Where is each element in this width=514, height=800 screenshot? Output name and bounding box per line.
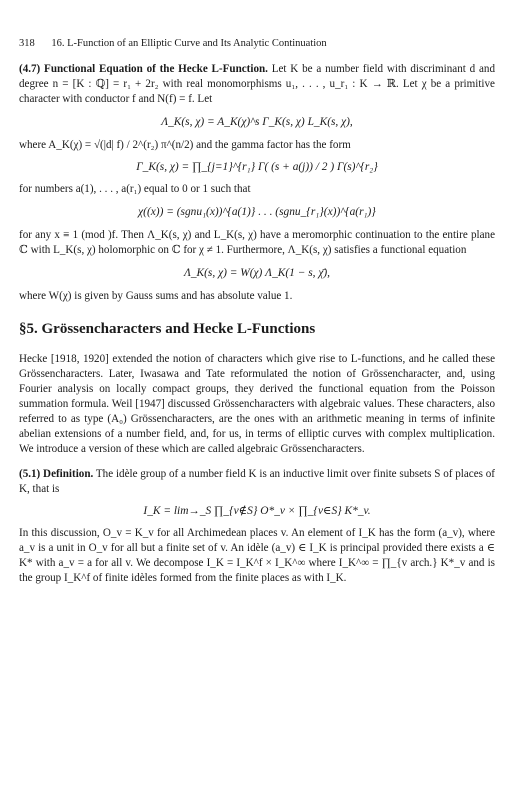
- equation-character: χ((x)) = (sgnu₁(x))^{a(1)} . . . (sgnu_{r₁}(x))^{a(r₁)}: [138, 206, 376, 218]
- section-title: §5. Grössencharacters and Hecke L-Functions: [19, 321, 316, 337]
- paragraph-ideles: In this discussion, O_v = K_v for all Archimedean places v. An element of I_K has the form (a_v), where a_v is a unit in O_v for all but a finite set of v. An idèle (a_v) ∈ I_K is principal provided there exists a ∈ K* with a_v = a for all v. We decompose I_K = I_K^f × I_K^∞ where I_K^∞ = ∏_{v arch.} K*_v and is the group I_K^f of finite idèles formed from the finite places as with I_K.: [19, 527, 495, 584]
- paragraph-hecke: Hecke [1918, 1920] extended the notion of characters which give rise to L-functions, and he called these Grössencharacters. Later, Iwasawa and Tate reformulated the notion of Grössencharacter, and, using Fourier analysis on locally compact groups, they derived the functional equation from the Poisson summation formula. Weil [1947] discussed Grössencharacters with algebraic values. These characters, also referred to as type (A₀) Grössencharacters, are the ones with an arithmetic meaning in terms of infinite abelian extensions of a number field, and, for us, in terms of elliptic curves with complex multiplication. We introduce a version of these which are called algebraic Grössencharacters.: [19, 353, 495, 455]
- paragraph-numbers: for numbers a(1), . . . , a(r₁) equal to 0 or 1 such that: [19, 183, 251, 195]
- paragraph-definition: [19, 467, 495, 497]
- equation-lambda: Λ_K(s, χ) = A_K(χ)^s Γ_K(s, χ) L_K(s, χ),: [161, 116, 353, 128]
- theorem-text: Let K be a number field with discriminant d and degree n = [K : ℚ] = r₁ + 2r₂ with real monomorphisms u₁, . . . , u_r₁ : K → ℝ. Let χ be a primitive character with conductor f and N(f) = f. Let: [19, 63, 495, 105]
- paragraph-continuation: for any x ≡ 1 (mod )f. Then Λ_K(s, χ) and L_K(s, χ) have a meromorphic continuation to the entire plane ℂ with L_K(s, χ) holomorphic on ℂ for χ ≠ 1. Furthermore, Λ_K(s, χ) satisfies a functional equation: [19, 229, 495, 256]
- page-number: 318: [19, 38, 35, 49]
- paragraph-gamma-factor: where A_K(χ) = √(|d| f) / 2^(r₂) π^(n/2) and the gamma factor has the form: [19, 139, 351, 151]
- running-title: 16. L-Function of an Elliptic Curve and Its Analytic Continuation: [51, 38, 327, 49]
- theorem-heading: (4.7) Functional Equation of the Hecke L-Function.: [19, 63, 268, 75]
- definition-text: The idèle group of a number field K is an inductive limit over finite subsets S of places of K, that is: [19, 468, 496, 495]
- spacer: [19, 457, 495, 467]
- paragraph-functional-equation: [19, 62, 495, 107]
- equation-gamma: Γ_K(s, χ) = ∏_{j=1}^{r₁} Γ( (s + a(j)) / 2 ) Γ(s)^{r₂}: [136, 161, 378, 173]
- definition-heading: (5.1) Definition.: [19, 468, 94, 480]
- page-body: [19, 62, 495, 586]
- equation-functional: Λ_K(s, χ) = W(χ) Λ_K(1 − s, χ̄),: [183, 267, 331, 279]
- equation-idele-group: I_K = lim→_S ∏_{v∉S} O*_v × ∏_{v∈S} K*_v.: [143, 505, 371, 517]
- running-header: [19, 38, 495, 49]
- paragraph-gauss-sums: where W(χ) is given by Gauss sums and has absolute value 1.: [19, 290, 293, 302]
